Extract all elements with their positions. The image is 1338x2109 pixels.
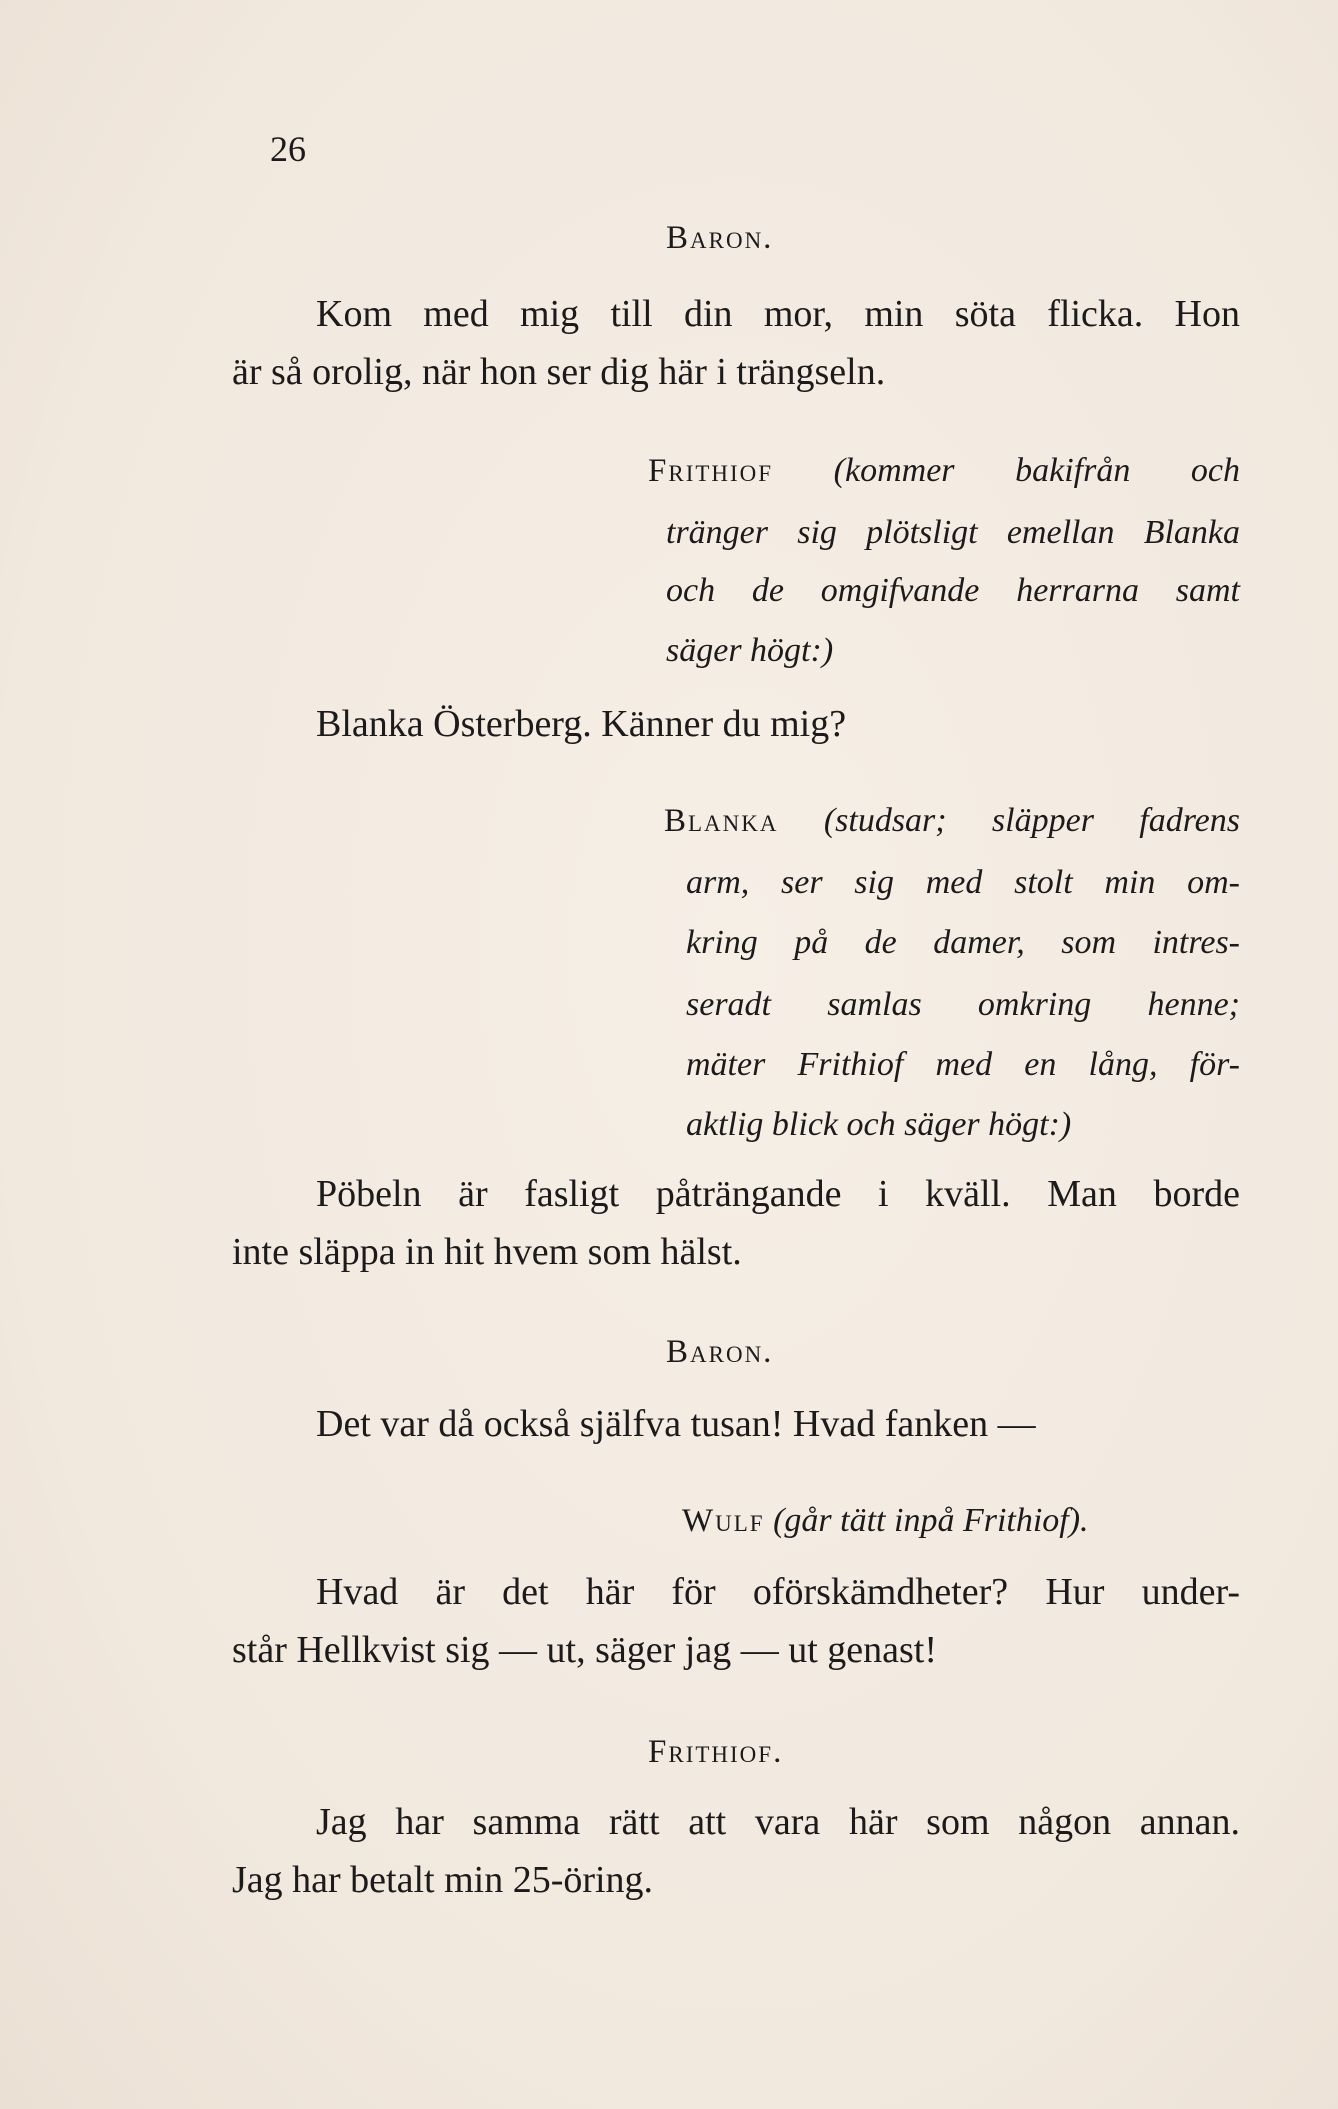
stage-direction-line (664, 802, 1240, 840)
speaker-blanka: Blanka (664, 803, 779, 839)
dialogue-line: Det var då också själfva tusan! Hvad fanken — (316, 1403, 1036, 1445)
stage-direction-line: aktlig blick och säger högt:) (686, 1106, 1072, 1143)
dialogue-line: Pöbeln är fasligt påträngande i kväll. Man borde (316, 1173, 1240, 1215)
page-number: 26 (270, 129, 306, 169)
speaker-frithiof: Frithiof. (648, 1734, 784, 1770)
dialogue-line: Blanka Österberg. Känner du mig? (316, 703, 847, 745)
stage-direction-text: (går tätt inpå Frithiof). (773, 1502, 1089, 1539)
stage-direction-line (682, 1502, 1089, 1540)
stage-direction-line: mäter Frithiof med en lång, för- (686, 1046, 1240, 1083)
dialogue-line: Jag har betalt min 25-öring. (232, 1859, 654, 1901)
stage-direction-line: arm, ser sig med stolt min om- (686, 864, 1240, 901)
stage-direction-line: seradt samlas omkring henne; (686, 986, 1240, 1023)
stage-direction-text: (studsar; släpper fadrens (823, 802, 1240, 839)
stage-direction-line: kring på de damer, som intres- (686, 924, 1240, 961)
stage-direction-line: och de omgifvande herrarna samt (666, 572, 1240, 609)
dialogue-line: Kom med mig till din mor, min söta flicka. Hon (316, 293, 1240, 335)
speaker-baron: Baron. (666, 220, 774, 256)
stage-direction-line: säger högt:) (666, 632, 834, 669)
dialogue-line: Jag har samma rätt att vara här som någon annan. (316, 1801, 1240, 1843)
dialogue-line: står Hellkvist sig — ut, säger jag — ut genast! (232, 1629, 937, 1671)
speaker-frithiof: Frithiof (648, 453, 774, 489)
dialogue-line: är så orolig, när hon ser dig här i trängseln. (232, 351, 886, 393)
speaker-baron: Baron. (666, 1334, 774, 1370)
dialogue-line: inte släppa in hit hvem som hälst. (232, 1231, 742, 1273)
stage-direction-line (648, 452, 1240, 490)
stage-direction-text: (kommer bakifrån och (833, 452, 1240, 489)
speaker-wulf: Wulf (682, 1503, 765, 1539)
stage-direction-line: tränger sig plötsligt emellan Blanka (666, 514, 1240, 551)
dialogue-line: Hvad är det här för oförskämdheter? Hur under- (316, 1571, 1240, 1613)
